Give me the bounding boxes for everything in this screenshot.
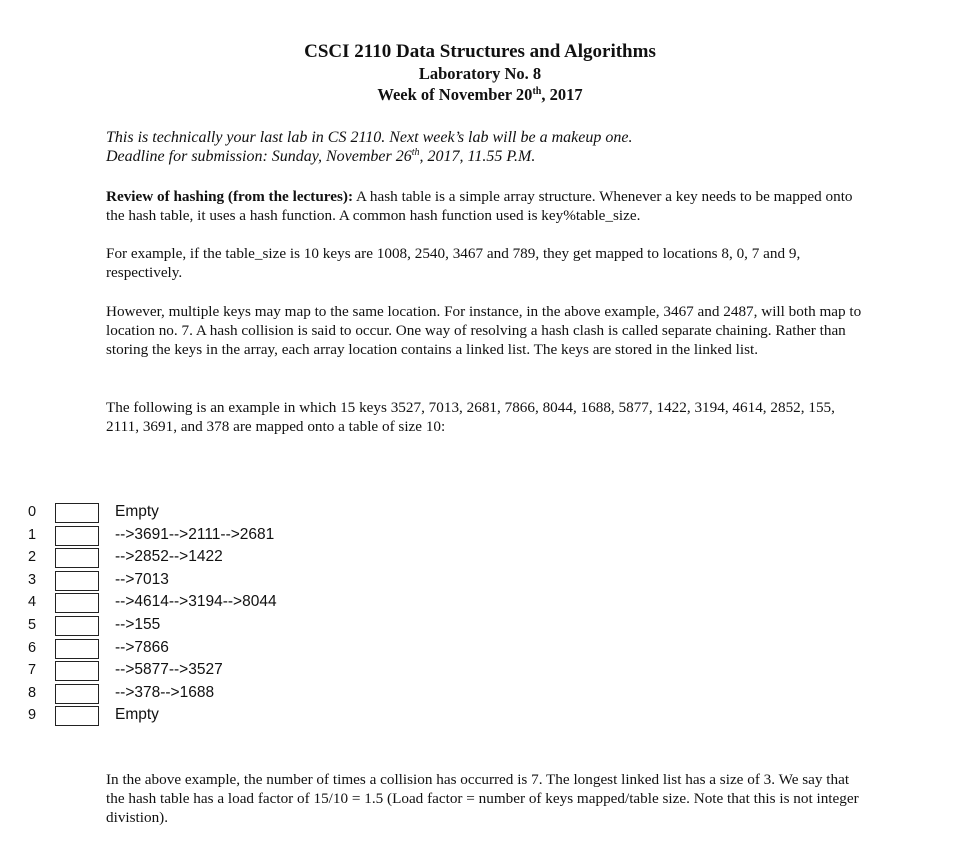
table-slot xyxy=(55,639,99,659)
table-slot xyxy=(55,616,99,636)
table-index: 5 xyxy=(28,617,37,633)
table-slot xyxy=(55,571,99,591)
chain-list: -->5877-->3527 xyxy=(115,661,223,679)
week-line: Week of November 20th, 2017 xyxy=(377,85,583,104)
paragraph-example: For example, if the table_size is 10 keys are 1008, 2540, 3467 and 789, they get mapped to locations 8, 0, 7 and 9, respectively. xyxy=(106,245,801,282)
chain-list: -->3691-->2111-->2681 xyxy=(115,525,275,543)
deadline-line: Deadline for submission: Sunday, November 26th, 2017, 11.55 P.M. xyxy=(106,147,536,165)
chain-list: -->378-->1688 xyxy=(115,683,215,701)
chain-list: -->155 xyxy=(115,616,161,633)
table-slot xyxy=(55,503,99,523)
table-slot xyxy=(55,706,99,726)
lab-number: Laboratory No. 8 xyxy=(418,64,542,83)
document-header xyxy=(0,40,960,105)
table-slot xyxy=(55,684,99,704)
intro-line-1: This is technically your last lab in CS 2110. Next week’s lab will be a makeup one. xyxy=(106,129,633,146)
chain-list: Empty xyxy=(115,503,159,520)
table-index: 2 xyxy=(28,549,37,566)
table-index: 0 xyxy=(28,504,37,520)
table-slot xyxy=(55,661,99,681)
table-index: 8 xyxy=(28,684,37,701)
chain-list: -->7866 xyxy=(115,638,169,656)
table-slot xyxy=(55,526,99,546)
table-slot xyxy=(55,548,99,568)
table-index: 6 xyxy=(28,639,37,656)
chain-list: -->7013 xyxy=(115,570,169,588)
table-slot xyxy=(55,593,99,613)
paragraph-collision: However, multiple keys may map to the same location. For instance, in the above example, 3467 and 2487, will both map to location no. 7. A hash collision is said to occur. One way of resolving a hash clash is called separate chaining. Rather than storing the keys in the array, each array location contains a linked list. The keys are stored in the linked list. xyxy=(106,303,862,359)
chain-list: Empty xyxy=(115,706,159,724)
intro-notice xyxy=(106,128,632,166)
chain-list: -->4614-->3194-->8044 xyxy=(115,593,277,611)
paragraph-hashing-review: Review of hashing (from the lectures): A hash table is a simple array structure. Whenever a key needs to be mapped onto the hash table, it uses a hash function. A common hash function used is key%table_size. xyxy=(106,188,853,225)
course-title: CSCI 2110 Data Structures and Algorithms xyxy=(304,41,656,62)
paragraph-load-factor: In the above example, the number of times a collision has occurred is 7. The longest linked list has a size of 3. We say that the hash table has a load factor of 15/10 = 1.5 (Load factor = number of keys mapped/table size. Note that this is not integer divistion). xyxy=(106,771,859,827)
table-index: 4 xyxy=(28,594,37,611)
paragraph-keys-example: The following is an example in which 15 keys 3527, 7013, 2681, 7866, 8044, 1688, 5877, 1422, 3194, 4614, 2852, 155, 2111, 3691, and 378 are mapped onto a table of size 10: xyxy=(106,399,835,436)
table-index: 3 xyxy=(28,571,37,588)
table-index: 1 xyxy=(28,526,37,543)
chain-list: -->2852-->1422 xyxy=(115,548,223,566)
table-index: 7 xyxy=(28,662,37,679)
table-index: 9 xyxy=(28,707,37,724)
